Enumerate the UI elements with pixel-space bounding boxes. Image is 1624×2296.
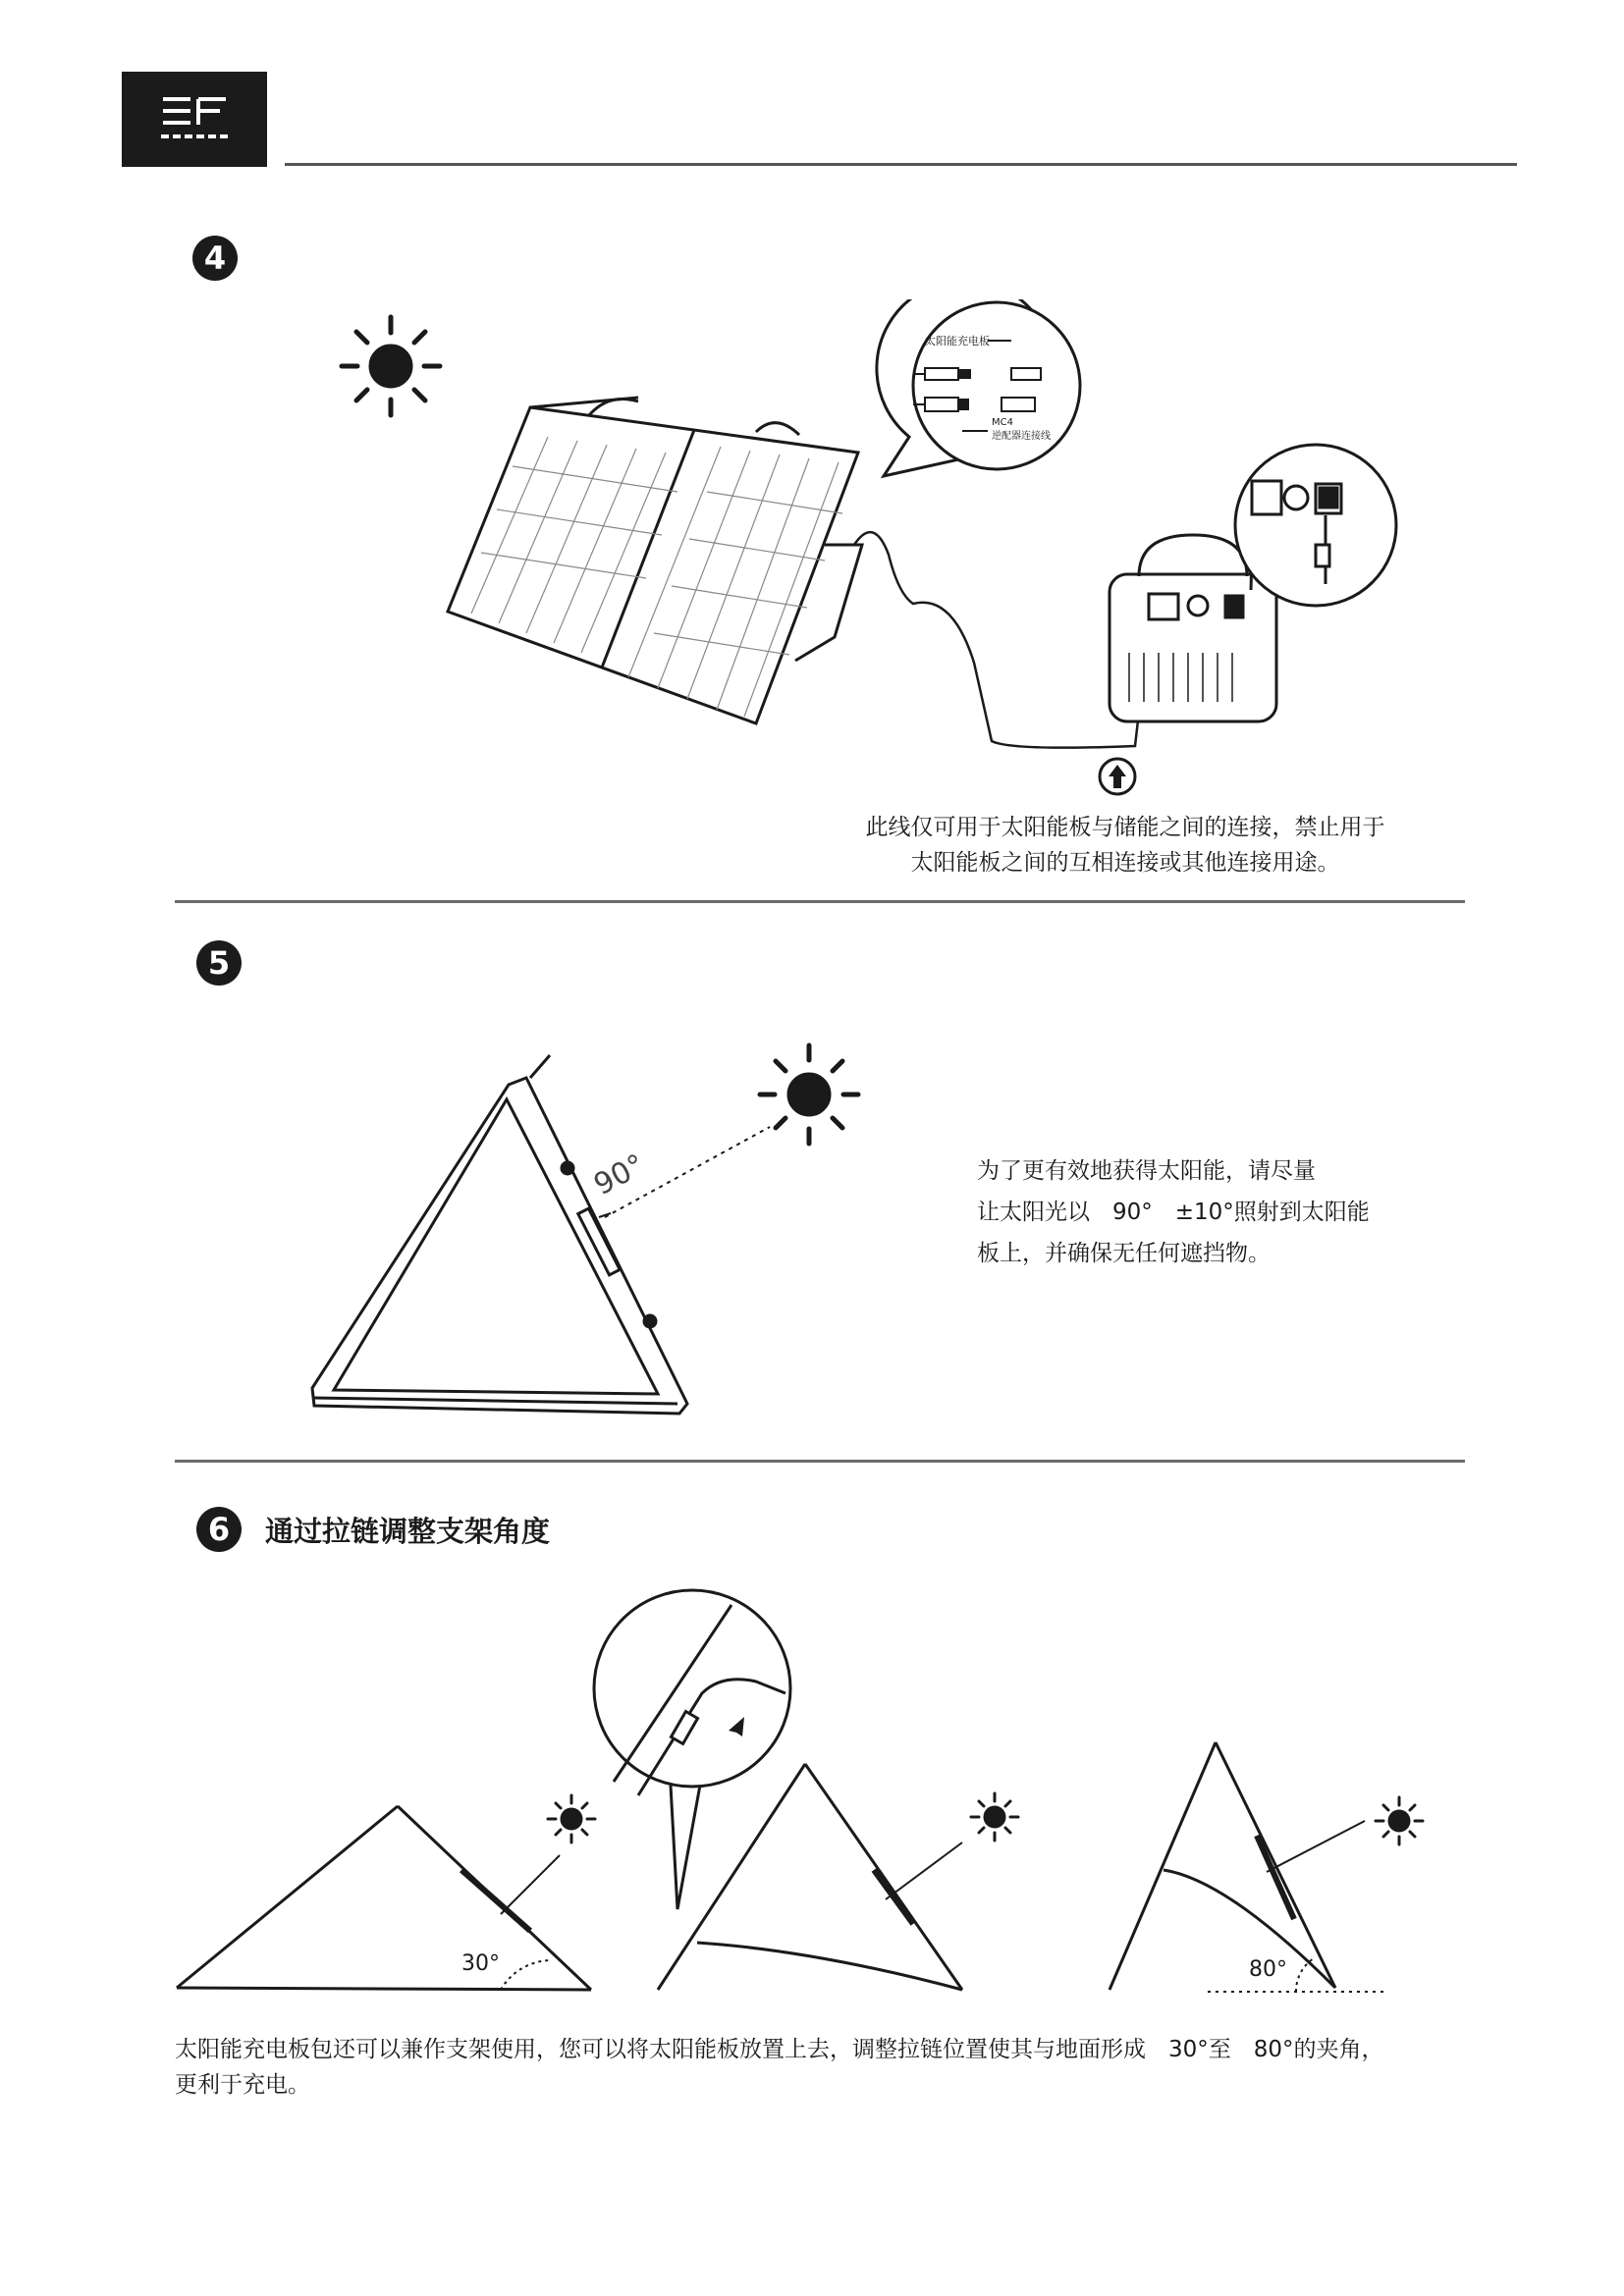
callout-label-mc4: MC4	[992, 417, 1013, 428]
stand-80-degree-drawing	[1110, 1742, 1335, 1990]
callout-label-cable: 逆配器连接线	[992, 431, 1051, 442]
step-6-caption-line-1: 太阳能充电板包还可以兼作支架使用，您可以将太阳能板放置上去，调整拉链位置使其与地面形成 30°至 80°的夹角，	[175, 2037, 1384, 2062]
step-5-text-line-1: 为了更有效地获得太阳能，请尽量	[977, 1158, 1316, 1184]
ecoflow-logo-mark	[122, 72, 267, 167]
zipper-zoom-callout	[594, 1590, 790, 1909]
stand-angle-illustrations	[167, 1585, 1443, 2022]
solar-to-powerstation-illustration	[324, 299, 1404, 800]
step-5-text-line-3: 板上，并确保无任何遮挡物。	[977, 1241, 1271, 1266]
angle-label-90: 90°	[588, 1148, 651, 1203]
sun-icon	[971, 1793, 1018, 1841]
sun-icon	[1376, 1797, 1423, 1844]
step-4-caption-line-1: 此线仅可用于太阳能板与储能之间的连接，禁止用于	[865, 815, 1385, 840]
stand-30-degree-drawing	[177, 1806, 591, 1990]
step-4-caption-line-2: 太阳能板之间的互相连接或其他连接用途。	[910, 850, 1340, 876]
sun-icon	[548, 1795, 595, 1842]
ecoflow-logo	[122, 72, 267, 167]
step-6-caption-line-2: 更利于充电。	[175, 2072, 310, 2098]
step-5-text-line-2: 让太阳光以 90° ±10°照射到太阳能	[977, 1200, 1370, 1225]
connector-callout	[877, 299, 1080, 476]
angle-label-30: 30°	[461, 1951, 500, 1976]
panel-angle-illustration	[295, 1031, 903, 1423]
sun-icon	[760, 1045, 858, 1144]
step-6-badge: 6	[196, 1507, 242, 1552]
mc4-cable	[854, 532, 1139, 748]
callout-label-solar: 太阳能充电板	[925, 335, 990, 347]
step-6-title: 通过拉链调整支架角度	[265, 1515, 551, 1548]
header-rule	[285, 163, 1517, 166]
caution-arrow-icon	[1100, 759, 1135, 794]
angle-label-80: 80°	[1249, 1957, 1287, 1982]
step-6-caption	[175, 2032, 1549, 2103]
step-5-text	[977, 1150, 1448, 1274]
solar-panel-drawing	[448, 398, 862, 723]
step-4-badge: 4	[192, 236, 238, 281]
section-divider-2	[175, 1460, 1465, 1463]
sun-icon	[342, 317, 440, 415]
step-4-caption	[821, 810, 1430, 881]
step-5-badge: 5	[196, 940, 242, 986]
standing-panel-drawing	[312, 1055, 687, 1414]
port-zoom-callout	[1235, 445, 1396, 606]
section-divider-1	[175, 900, 1465, 903]
